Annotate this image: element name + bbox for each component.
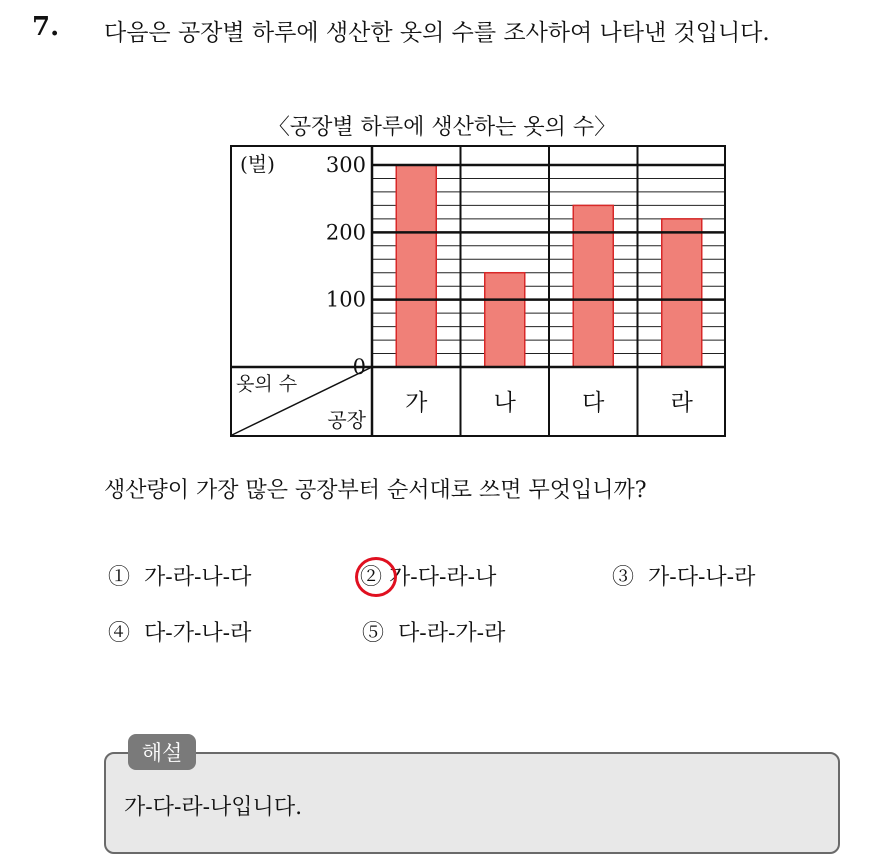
bar-chart [230,145,726,437]
header-top-label: 옷의 수 [236,373,298,395]
choice-2-number: ② [360,565,383,590]
bar-다 [573,205,613,367]
choice-5-number: ⑤ [362,621,385,646]
category-label-라: 라 [670,390,693,416]
y-unit-label: (벌) [240,152,275,176]
y-tick-label: 100 [325,287,366,312]
bar-나 [485,273,525,367]
y-tick-label: 200 [325,220,366,245]
explanation-label: 해설 [128,734,196,770]
category-label-나: 나 [493,390,516,416]
choice-3-number: ③ [612,565,635,590]
header-bottom-label: 공장 [327,408,366,432]
choice-2-text: 가-다-라-나 [389,565,497,590]
category-label-다: 다 [582,390,605,416]
explanation-text: 가-다-라-나입니다. [124,795,303,820]
category-label-가: 가 [405,390,428,416]
chart-frame [231,146,725,436]
choice-1-number: ① [108,565,131,590]
choice-5[interactable] [362,616,505,647]
choice-4-text: 다-가-나-라 [144,621,252,646]
bar-가 [396,165,436,367]
y-tick-label: 0 [352,355,366,379]
choice-1-text: 가-라-나-다 [144,565,252,590]
choice-4[interactable] [108,616,251,647]
choice-3[interactable] [612,560,755,591]
question-ask: 생산량이 가장 많은 공장부터 순서대로 쓰면 무엇입니까? [104,478,647,503]
choice-4-number: ④ [108,621,131,646]
chart-title: 〈공장별 하루에 생산하는 옷의 수〉 [267,115,617,140]
selected-answer-circle [355,557,397,597]
choice-3-text: 가-다-나-라 [648,565,756,590]
question-number: 7. [32,12,60,42]
choice-5-text: 다-라-가-라 [398,621,506,646]
choice-1[interactable] [108,560,251,591]
question-text: 다음은 공장별 하루에 생산한 옷의 수를 조사하여 나타낸 것입니다. [104,20,770,46]
y-tick-label: 300 [325,153,366,177]
bar-라 [662,219,702,367]
